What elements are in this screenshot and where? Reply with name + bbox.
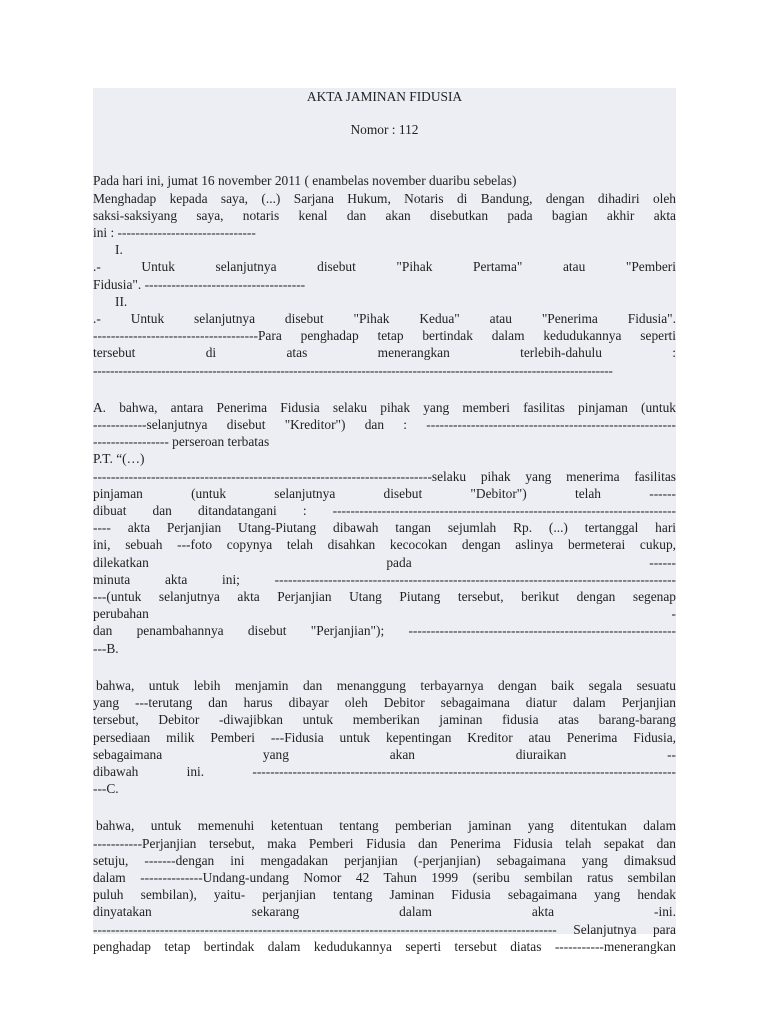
document-title: AKTA JAMINAN FIDUSIA [306,89,463,104]
text-line: tersebut di atas menerangkan terlebih-dahulu : [93,345,676,361]
text-line: dilekatkan pada ------ [93,554,676,570]
text-line: setuju, -------dengan ini mengadakan perjanjian (-perjanjian) sebagaimana yang dimaksud [93,852,676,868]
text-line: .- Untuk selanjutnya disebut "Pihak Kedua" atau "Penerima Fidusia". [93,311,676,327]
section-marker-c: ---C. [93,781,119,797]
text-line: sebagaimana yang akan diuraikan -- [93,746,676,762]
document-number: Nomor : 112 [350,122,419,138]
document-page [93,88,676,954]
text-line: bahwa, untuk memenuhi ketentuan tentang pemberian jaminan yang ditentukan dalam [96,818,676,834]
dash-line: -------------------------------------------------------------------------------------------------------------------------- [93,362,613,378]
text-line: saksi-saksiyang saya, notaris kenal dan akan disebutkan pada bagian akhir akta [93,207,676,223]
text-line: ----------------------------------------------------------------------------selaku pihak yang menerima fasilitas [93,468,676,484]
text-line: tersebut, Debitor -diwajibkan untuk memberikan jaminan fidusia atas barang-barang [93,712,676,728]
text-line: dibuat dan ditandatangani : ----------------------------------------------------------------------------- [93,503,676,519]
text-line: Menghadap kepada saya, (...) Sarjana Hukum, Notaris di Bandung, dengan dihadiri oleh [93,190,676,206]
deed-body [93,88,676,955]
text-line: ------------selanjutnya disebut "Kreditor") dan : -------------------------------------------------------- [93,417,676,433]
text-line: ini, sebuah ---foto copynya telah disahkan kecocokan dengan aslinya bermeterai cukup, [93,537,676,553]
text-line: P.T. “(…) [93,451,145,467]
text-line: persediaan milik Pemberi ---Fidusia untuk kepentingan Kreditor atau Penerima Fidusia, [93,729,676,745]
text-line: perubahan - [93,606,676,622]
text-line: dibawah ini. ----------------------------------------------------------------------------------------------- [93,763,676,779]
text-line: ini : ------------------------------- [93,225,256,241]
text-line: dinyatakan sekarang dalam akta -ini. [93,904,676,920]
section-marker-b: ---B. [93,640,119,656]
text-line: Fidusia". ------------------------------------ [93,276,306,292]
text-line: yang ---terutang dan harus dibayar oleh Debitor sebagaimana diatur dalam Perjanjian [93,695,676,711]
text-line: -----------Perjanjian tersebut, maka Pemberi Fidusia dan Penerima Fidusia telah sepakat dan [93,835,676,851]
text-line: ---- akta Perjanjian Utang-Piutang dibawah tangan sejumlah Rp. (...) tertanggal hari [93,520,676,536]
text-line: .- Untuk selanjutnya disebut "Pihak Pertama" atau "Pemberi [93,259,676,275]
text-line: -------------------------------------------------------------------------------------------------------- Selanjutnya para [93,921,676,937]
section-numeral: I. [115,242,123,258]
text-line: pinjaman (untuk selanjutnya disebut "Debitor") telah ------ [93,485,676,501]
text-line: dan penambahannya disebut "Perjanjian"); ------------------------------------------------------------ [93,623,676,639]
text-line: dalam --------------Undang-undang Nomor 42 Tahun 1999 (seribu sembilan ratus sembilan [93,869,676,885]
text-line: minuta akta ini; ------------------------------------------------------------------------------------------ [93,571,676,587]
text-line: A. bahwa, antara Penerima Fidusia selaku pihak yang memberi fasilitas pinjaman (untuk [93,399,676,415]
text-line: ----------------- perseroan terbatas [93,434,270,450]
text-line: bahwa, untuk lebih menjamin dan menanggung terbayarnya dengan baik segala sesuatu [96,677,676,693]
text-line: puluh sembilan), yaitu- perjanjian tentang Jaminan Fidusia sebagaimana yang hendak [93,887,676,903]
text-line: -------------------------------------Para penghadap tetap bertindak dalam kedudukannya seperti [93,328,676,344]
text-line: penghadap tetap bertindak dalam kedudukannya seperti tersebut diatas -----------menerangkan [93,938,676,954]
section-numeral: II. [115,293,128,309]
text-line: Pada hari ini, jumat 16 november 2011 ( enambelas november duaribu sebelas) [93,173,517,189]
text-line: ---(untuk selanjutnya akta Perjanjian Utang Piutang tersebut, berikut dengan segenap [93,589,676,605]
